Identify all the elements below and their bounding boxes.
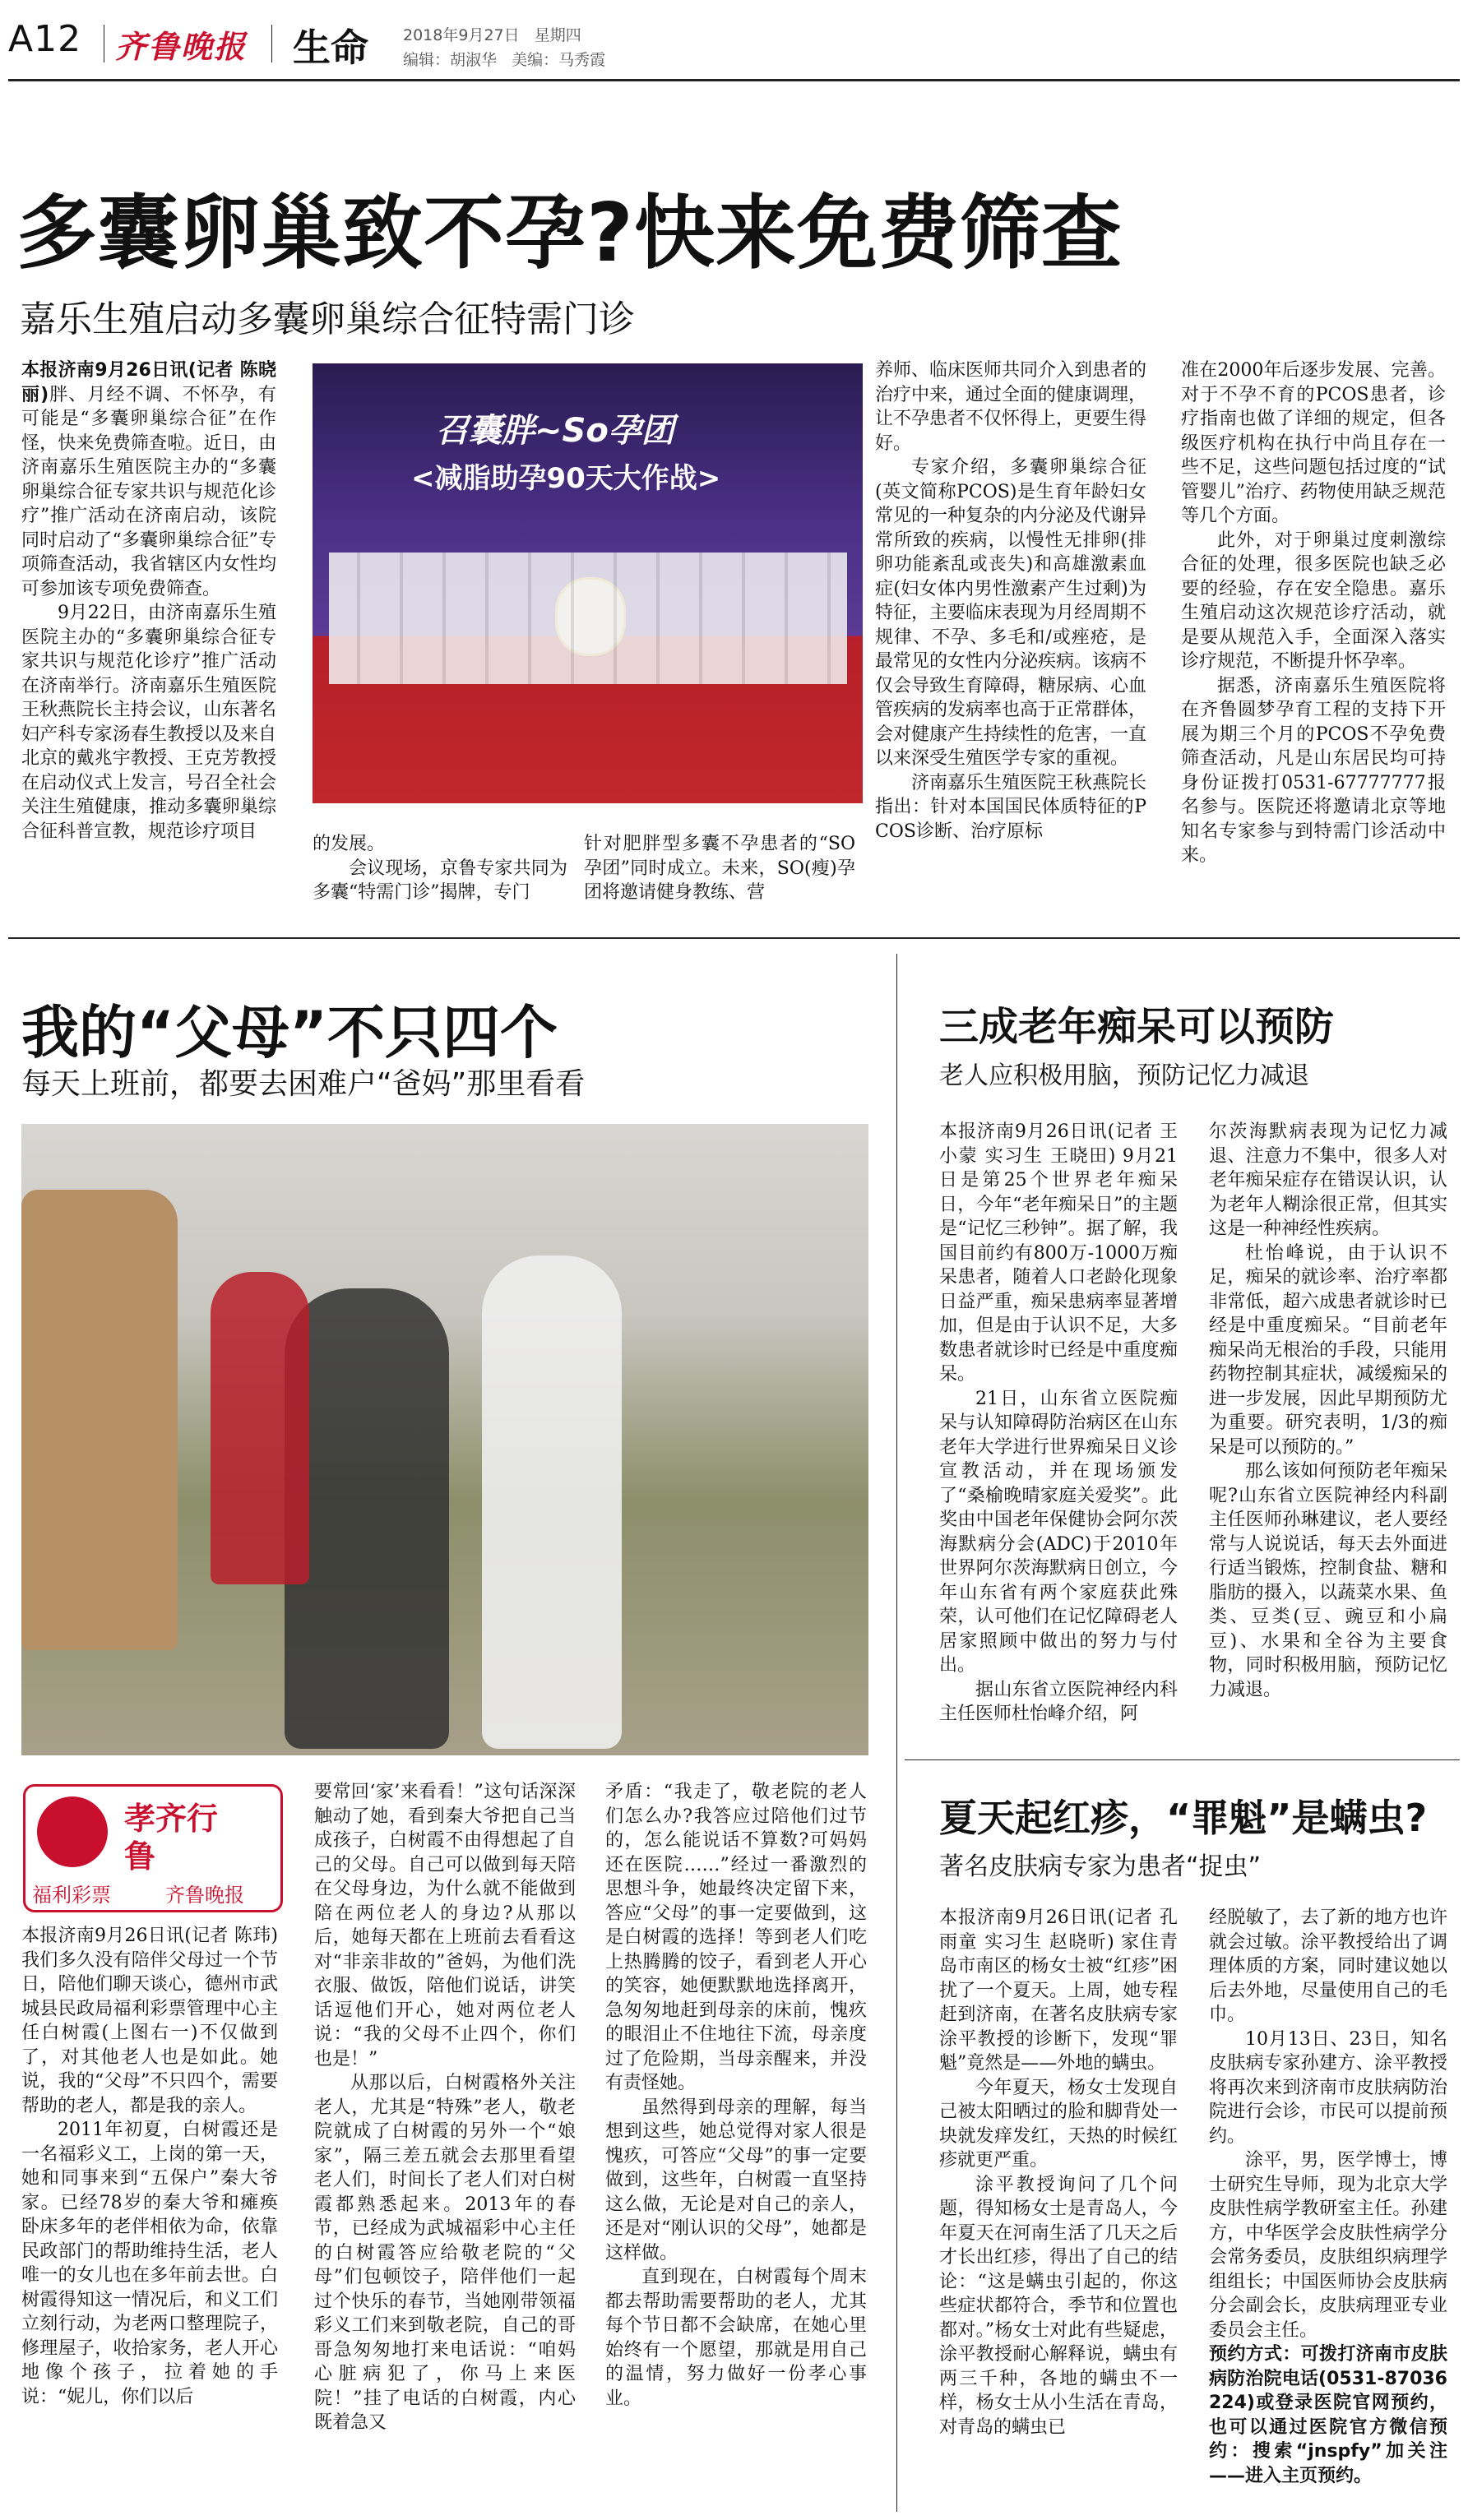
page-number: A12 [8,18,82,60]
article2-col2b-text: 从那以后，白树霞格外关注老人，尤其是“特殊”老人，敬老院就成了白树霞的另外一个“娘家”，隔三差五就会去那里看望老人们，时间长了老人们对白树霞都熟悉起来。2013年的春节，已经成为武城福彩中心主任的白树霞答应给敬老院的“父母”们包顿饺子，陪伴他们一起过个快乐的春节，当她刚带领福彩义工们来到敬老院，自己的哥哥急匆匆地打来电话说：“咱妈心脏病犯了，你马上来医院！”挂了电话的白树霞，内心既着急又 [314,2073,576,2433]
logo-caption-lottery: 福利彩票 [32,1884,111,1907]
article4-col2b-text: 10月13日、23日，知名皮肤病专家孙建方、涂平教授将再次来到济南市皮肤病防治院进行会诊，市民可以提前预约。 [1209,2028,1447,2147]
article2-col3-text: 矛盾：“我走了，敬老院的老人们怎么办?我答应过陪他们过节的，怎么能说话不算数?可妈妈还在医院……”经过一番激烈的思想斗争，她最终决定留下来，答应“父母”的事一定要做到，这是白树霞的选择！等到老人们吃上热腾腾的饺子，看到老人开心的笑容，她便默默地选择离开，急匆匆地赶到母亲的床前，愧疚的眼泪止不住地往下流，母亲度过了危险期，当母亲醒来，并没有责怪她。 [605,1782,867,2093]
paper-logo: 齐鲁晚报 [115,28,248,65]
article3-col2b-text: 杜怡峰说，由于认识不足，痴呆的就诊率、治疗率都非常低，超六成患者就诊时已经是中重度痴呆。“目前老年痴呆尚无根治的手段，只能用药物控制其症状，减缓痴呆的进一步发展，因此早期预防尤为重要。研究表明，1/3的痴呆是可以预防的。” [1209,1242,1447,1458]
lottery-logo-icon [37,1796,108,1867]
article2-photo [21,1124,868,1755]
article4-col1-text: 本报济南9月26日讯(记者 孔雨童 实习生 赵晓昕) 家住青岛市南区的杨女士被“红疹”困扰了一个夏天。上周，她专程赶到济南，在著名皮肤病专家涂平教授的诊断下，发现“罪魁”竟然是——外地的螨虫。 [939,1907,1178,2074]
article1-column-4 [875,358,1146,901]
article1-column-3 [584,832,855,931]
article4-headline: 夏天起红疹，“罪魁”是螨虫? [939,1796,1428,1840]
doctors-group [329,553,847,684]
volunteers-figure [211,1272,309,1584]
section-title: 生命 [293,25,368,70]
article1-col4-text: 养师、临床医师共同介入到患者的治疗中来，通过全面的健康调理，让不孕患者不仅怀得上，更要生得好。 [875,360,1146,454]
article1-column-2 [313,832,567,931]
article1-col2b-text: 会议现场，京鲁专家共同为多囊“特需门诊”揭牌，专门 [313,858,567,903]
article4-col1c-text: 涂平教授询问了几个问题，得知杨女士是青岛人，今年夏天在河南生活了几天之后才长出红疹，得出了自己的结论：“这是螨虫引起的，你这些症状都符合，季节和位置也都对。”杨女士对此有些疑虑，涂平教授耐心解释说，螨虫有两三千种，各地的螨虫不一样，杨女士从小生活在青岛，对青岛的螨虫已 [939,2174,1178,2438]
article3-col1b-text: 21日，山东省立医院痴呆与认知障碍防治病区在山东老年大学进行世界痴呆日义诊宣教活动，并在现场颁发了“桑榆晚晴家庭关爱奖”。此奖由中国老年保健协会阿尔茨海默病分会(ADC)于2010年世界阿尔茨海默病日创立，今年山东省有两个家庭获此殊荣，认可他们在记忆障碍老人居家照顾中做出的努力与付出。 [939,1388,1178,1676]
article3-col1-text: 本报济南9月26日讯(记者 王小蒙 实习生 王晓田) 9月21日是第25个世界老年痴呆日，今年“老年痴呆日”的主题是“记忆三秒钟”。据了解，我国目前约有800万-1000万痴呆患者，随着人口老龄化现象日益严重，痴呆患病率显著增加，但是由于认识不足，大多数患者就诊时已经是中重度痴呆。 [939,1121,1178,1385]
article4-col2-text: 经脱敏了，去了新的地方也许就会过敏。涂平教授给出了调理体质的方案，同时建议她以后去外地，尽量使用自己的毛巾。 [1209,1907,1447,2025]
article3-headline: 三成老年痴呆可以预防 [939,1004,1335,1050]
article3-col2c-text: 那么该如何预防老年痴呆呢?山东省立医院神经内科副主任医师孙琳建议，老人要经常与人说说话，每天去外面进行适当锻炼，控制食盐、糖和脂肪的摄入，以蔬菜水果、鱼类、豆类(豆、豌豆和小扁豆)、水果和全谷为主要食物，同时积极用脑，预防记忆力减退。 [1209,1461,1447,1700]
article1-headline: 多囊卵巢致不孕?快来免费筛查 [16,187,1123,280]
article2-subhead: 每天上班前，都要去困难户“爸妈”那里看看 [21,1067,586,1101]
article2-col2-text: 要常回‘家’来看看！”这句话深深触动了她，看到秦大爷把自己当成孩子，白树霞不由得想起了自己的父母。自己可以做到每天陪在父母身边，为什么就不能做到陪在两位老人的身边?从那以后，她每天都在上班前去看看这对“非亲非故的”爸妈，为他们洗衣服、做饭，陪他们说话，讲笑话逗他们开心，她对两位老人说：“我的父母不止四个，你们也是！” [314,1782,576,2069]
article2-col1-text: 本报济南9月26日讯(记者 陈玮) 我们多久没有陪伴父母过一个节日，陪他们聊天谈心，德州市武城县民政局福利彩票管理中心主任白树霞(上图右一)不仅做到了，对其他老人也是如此。她说，我的“父母”不只四个，需要帮助的老人，都是我的亲人。 [21,1926,278,2116]
article2-col1b-text: 2011年初夏，白树霞还是一名福彩义工，上岗的第一天，她和同事来到“五保户”秦大爷家。已经78岁的秦大爷和瘫痪卧床多年的老伴相依为命，依靠民政部门的帮助维持生活，老人唯一的女儿也在多年前去世。白树霞得知这一情况后，和义工们立刻行动，为老两口整理院子，修理屋子，收拾家务，老人开心地像个孩子，拉着她的手说：“妮儿，你们以后 [21,2120,278,2407]
banner-line-2: <减脂助孕90天大作战> [411,462,721,495]
article2-column-3 [605,1780,867,2512]
woman-figure [482,1255,622,1749]
article1-col5c-text: 据悉，济南嘉乐生殖医院将在齐鲁圆梦孕育工程的支持下开展为期三个月的PCOS不孕免费筛查活动，凡是山东居民均可持身份证拨打0531-67777777报名参与。医院还将邀请北京等地知名专家参与到特需门诊活动中来。 [1181,675,1446,866]
article4-col1b-text: 今年夏天，杨女士发现自己被太阳晒过的脸和脚背处一块就发痒发红，天热的时候红疹就更严重。 [939,2077,1178,2171]
column-divider-right [896,954,897,2512]
article4-column-1 [939,1906,1178,2512]
article1-bottom-rule [8,937,1460,939]
article1-col1-text: 胖、月经不调、不怀孕，有可能是“多囊卵巢综合征”在作怪，快来免费筛查啦。近日，由济南嘉乐生殖医院主办的“多囊卵巢综合征专家共识与规范化诊疗”推广活动在济南启动，该院同时启动了“多囊卵巢综合征”专项筛查活动，我省辖区内女性均可参加该专项免费筛查。 [21,384,276,599]
masthead-rule [8,79,1460,81]
article3-col1c-text: 据山东省立医院神经内科主任医师杜怡峰介绍，阿 [939,1679,1178,1724]
article1-col5b-text: 此外，对于卵巢过度刺激综合征的处理，很多医院也缺乏必要的经验，存在安全隐患。嘉乐生殖启动这次规范诊疗活动，就是要从规范入手，全面深入落实诊疗规范，不断提升怀孕率。 [1181,529,1446,672]
article3-column-1 [939,1120,1178,1745]
article3-bottom-rule [905,1759,1460,1760]
article1-column-1 [21,358,276,901]
banner-line-1: 召囊胖~So孕团 [436,412,674,450]
article1-column-5 [1181,358,1446,901]
article1-subhead: 嘉乐生殖启动多囊卵巢综合征特需门诊 [20,298,635,340]
article4-column-2 [1209,1906,1447,2512]
designer-text: 美编：马秀霞 [512,51,606,69]
issue-date [403,23,581,45]
article1-byline: 本报济南9月26日讯(记者 陈晓丽) [21,360,276,405]
weekday-text: 星期四 [534,26,581,44]
article2-col3c-text: 直到现在，白树霞每个周末都去帮助需要帮助的老人，尤其每个节日都不会缺席，在她心里始终有一个愿望，那就是用自己的温情，努力做好一份孝心事业。 [605,2267,867,2409]
elderly-man-figure [285,1288,449,1749]
xiaoqi-logo [23,1784,283,1912]
article4-contact-text: 预约方式：可拨打济南市皮肤病防治院电话(0531-87036224)或登录医院官网预约，也可以通过医院官方微信预约：搜索“jnspfy”加关注——进入主页预约。 [1209,2344,1447,2486]
article2-headline: 我的“父母”不只四个 [21,999,558,1066]
article2-col3b-text: 虽然得到母亲的理解，每当想到这些，她总觉得对家人很是愧疚，可答应“父母”的事一定要做到，这些年，白树霞一直坚持这么做，无论是对自己的亲人，还是对“刚认识的父母”，她都是这样做。 [605,2097,867,2263]
logo-caption-paper: 齐鲁晚报 [165,1884,244,1907]
date-text: 2018年9月27日 [403,26,520,44]
logo-main-text: 孝齐行鲁 [124,1801,219,1875]
article3-subhead: 老人应积极用脑，预防记忆力减退 [939,1061,1309,1090]
article1-col2-text: 的发展。 [313,834,386,854]
article3-column-2 [1209,1120,1447,1745]
mud-wall [21,1190,178,1650]
article2-column-1 [21,1924,278,2512]
article1-event-photo [313,363,863,803]
editor-credits [403,48,605,70]
article4-col2c-text: 涂平，男，医学博士，博士研究生导师，现为北京大学皮肤性病学教研室主任。孙建方，中华医学会皮肤性病学分会常务委员，皮肤组织病理学组组长；中国医师协会皮肤病分会副会长，皮肤病理亚专业委员会主任。 [1209,2150,1447,2341]
article1-col4b-text: 专家介绍，多囊卵巢综合征(英文简称PCOS)是生育年龄妇女常见的一种复杂的内分泌及代谢异常所致的疾病，以慢性无排卵(排卵功能紊乱或丧失)和高雄激素血症(妇女体内男性激素产生过剩)为特征，主要临床表现为月经周期不规律、不孕、多毛和/或痤疮，是最常见的女性内分泌疾病。该病不仅会导致生育障碍，糖尿病、心血管疾病的发病率也高于正常群体，会对健康产生持续性的危害，一直以来深受生殖医学专家的重视。 [875,457,1146,769]
article1-col4c-text: 济南嘉乐生殖医院王秋燕院长指出：针对本国国民体质特征的PCOS诊断、治疗原标 [875,772,1146,842]
article1-col3-text: 针对肥胖型多囊不孕患者的“SO孕团”同时成立。未来，SO(瘦)孕团将邀请健身教练、营 [584,834,855,903]
article3-col2-text: 尔茨海默病表现为记忆力减退、注意力不集中，很多人对老年痴呆症存在错误认识，认为老年人糊涂很正常，但其实这是一种神经性疾病。 [1209,1121,1447,1239]
masthead-divider-2 [271,25,272,62]
article1-col5-text: 准在2000年后逐步发展、完善。对于不孕不育的PCOS患者，诊疗指南也做了详细的规定，但各级医疗机构在执行中尚且存在一些不足，这些问题包括过度的“试管婴儿”治疗、药物使用缺乏规范等几个方面。 [1181,360,1446,526]
editor-text: 编辑：胡淑华 [403,51,498,69]
article2-column-2 [314,1780,576,2512]
article4-subhead: 著名皮肤病专家为患者“捉虫” [939,1852,1262,1881]
article1-col1b-text: 9月22日，由济南嘉乐生殖医院主办的“多囊卵巢综合征专家共识与规范化诊疗”推广活动在济南举行。济南嘉乐生殖医院王秋燕院长主持会议，山东著名妇产科专家汤春生教授以及来自北京的戴兆宇教授、王克芳教授在启动仪式上发言，号召全社会关注生殖健康，推动多囊卵巢综合征科普宣教，规范诊疗项目 [21,603,276,842]
